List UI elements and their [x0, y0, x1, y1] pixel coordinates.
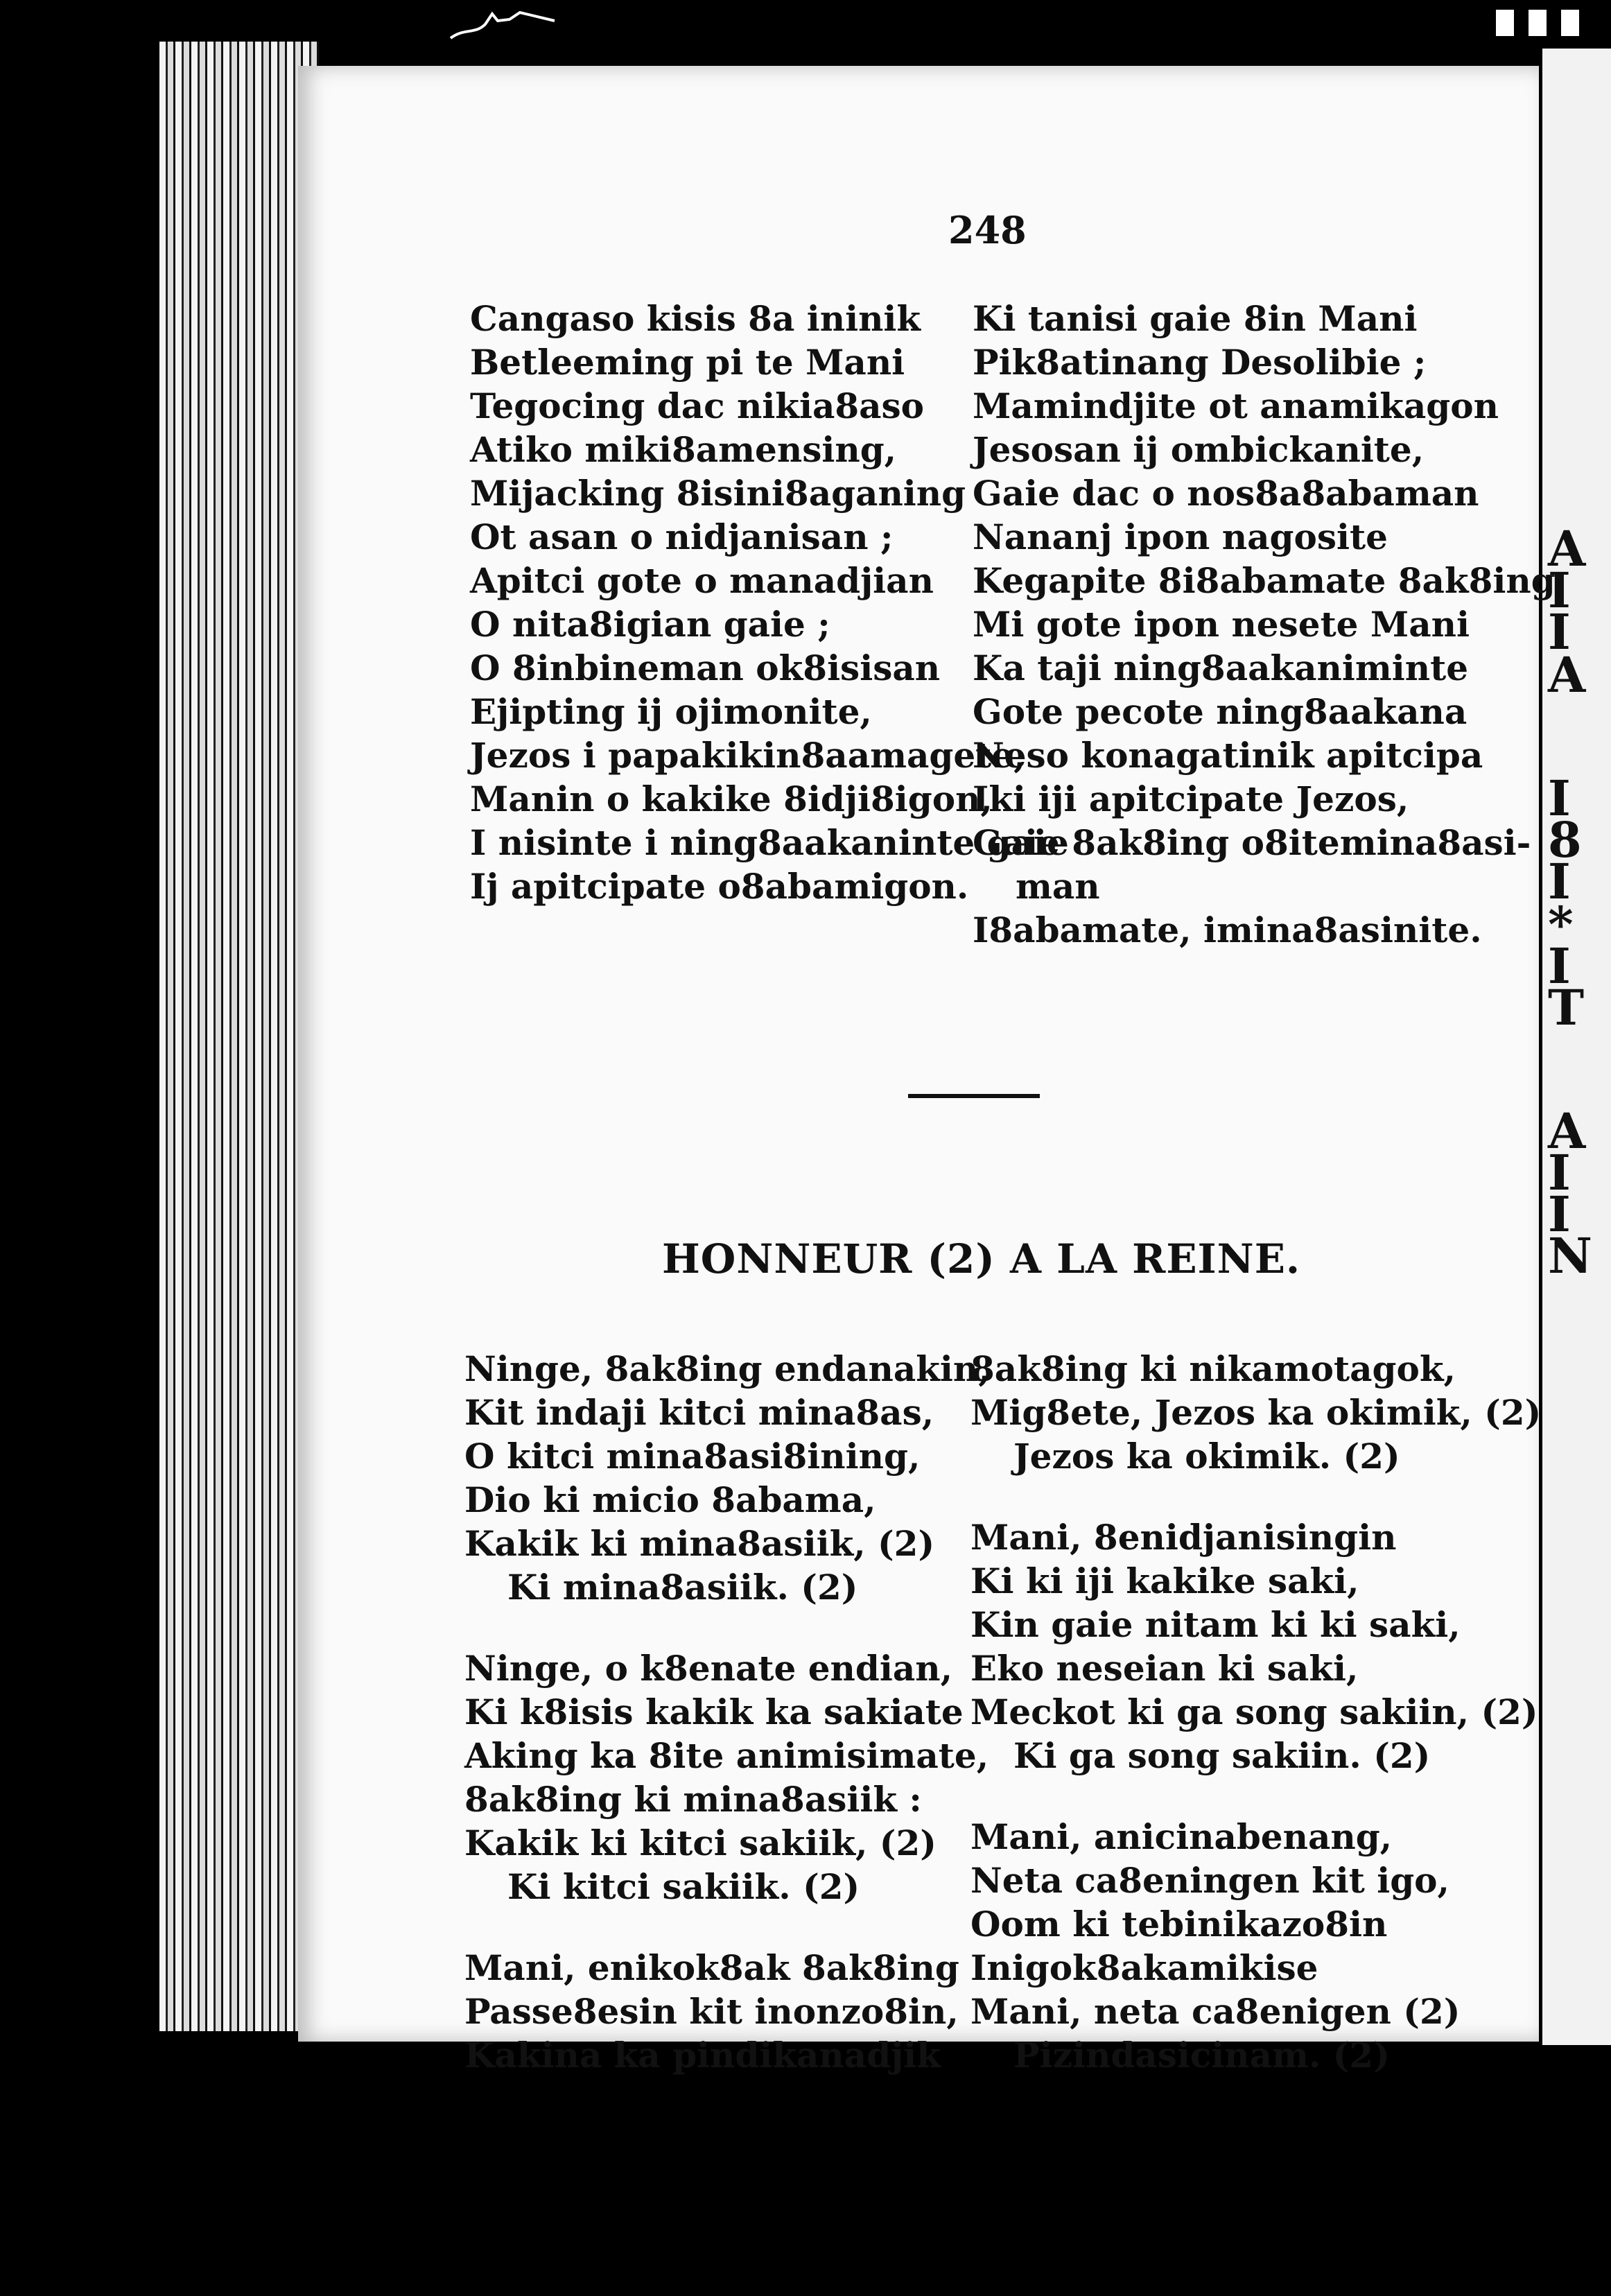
verse-line: O 8inbineman ok8isisan: [470, 647, 941, 688]
verse-line: Neta ca8eningen kit igo,: [970, 1860, 1449, 1901]
verse-line: man: [1016, 866, 1100, 907]
verse-line: Inigok8akamikise: [970, 1947, 1318, 1988]
verse-line: Mamindjite ot anamikagon: [973, 385, 1499, 426]
verse-line: Ki ga song sakiin. (2): [1013, 1735, 1431, 1776]
verse-line: 8ak8ing ki mina8asiik :: [464, 1779, 922, 1820]
section-divider: [908, 1094, 1040, 1098]
verse-line: Manin o kakike 8idji8igon,: [470, 779, 993, 819]
verse-line: Ki ki iji kakike saki,: [970, 1560, 1359, 1601]
verse-line: Mani, neta ca8enigen (2): [970, 1991, 1461, 2032]
verse-line: Ki k8isis kakik ka sakiate: [464, 1691, 964, 1732]
scan-registration-mark: [1561, 10, 1579, 36]
verse-line: Pik8atinang Desolibie ;: [973, 342, 1427, 383]
verse-line: Jesosan ij ombickanite,: [973, 429, 1425, 470]
facing-page-fragment: N: [1548, 1227, 1592, 1285]
stanza-gap: [464, 1609, 991, 1646]
verse-line: Nananj ipon nagosite: [973, 516, 1388, 557]
verse-line: I nisinte i ning8aakaninte gaie: [470, 822, 1069, 863]
verse-line: Ki mina8asiik. (2): [507, 1567, 858, 1608]
stanza-gap: [970, 1478, 1541, 1515]
verse-line: Dio ki micio 8abama,: [464, 1479, 876, 1520]
verse-line: Ki kitci sakiik. (2): [507, 1866, 860, 1907]
verse-line: Mani, anicinabenang,: [970, 1816, 1393, 1857]
verse-line: Ki tanisi gaie 8in Mani: [973, 298, 1418, 339]
verse-line: Ejipting ij ojimonite,: [470, 691, 872, 732]
facing-page-fragment: A: [1548, 520, 1586, 577]
facing-page-fragment: A: [1548, 646, 1586, 704]
verse-line: Iki iji apitcipate Jezos,: [973, 779, 1409, 819]
verse-line: Oom ki tebinikazo8in: [970, 1904, 1388, 1945]
verse-line: Passe8esin kit inonzo8in,: [464, 1991, 959, 2032]
verse-line: Neso konagatinik apitcipa: [973, 735, 1483, 776]
facing-page-fragment: I: [1548, 562, 1571, 619]
verse-line: O kitci mina8asi8ining,: [464, 1436, 921, 1477]
verse-line: Cangaso kisis 8a ininik: [470, 298, 921, 339]
verse-line: Ninge, 8ak8ing endanakin,: [464, 1348, 991, 1389]
verse-line: Mig8ete, Jezos ka okimik, (2): [970, 1392, 1542, 1433]
verse-line: Gaie dac o nos8a8abaman: [973, 473, 1479, 514]
verse-line: Aking ka 8ite animisimate,: [464, 1735, 989, 1776]
verse-line: O nita8igian gaie ;: [470, 604, 830, 645]
verse-column-upper-right: [973, 297, 1556, 952]
verse-line: Mi gote ipon nesete Mani: [973, 604, 1470, 645]
verse-line: Ka taji ning8aakaniminte: [973, 647, 1469, 688]
verse-line: Mani, enikok8ak 8ak8ing: [464, 1947, 959, 1988]
verse-line: Atiko miki8amensing,: [470, 429, 897, 470]
verse-line: Ot asan o nidjanisan ;: [470, 516, 894, 557]
verse-line: Eko neseian ki saki,: [970, 1648, 1359, 1689]
verse-line: Mijacking 8isini8aganing: [470, 473, 966, 514]
facing-page-fragment: I: [1548, 769, 1571, 827]
facing-page-fragment: *: [1548, 896, 1574, 953]
verse-line: Kin gaie nitam ki ki saki,: [970, 1604, 1461, 1645]
facing-page-fragment: T: [1548, 979, 1585, 1036]
facing-page-fragment: I: [1548, 1185, 1571, 1243]
verse-line: Gote pecote ning8aakana: [973, 691, 1468, 732]
book-page-edges: [159, 42, 319, 2031]
verse-line: Kakik ki kitci sakiik, (2): [464, 1823, 937, 1863]
scan-registration-mark: [1496, 10, 1514, 36]
facing-page-fragment: A: [1548, 1102, 1586, 1160]
facing-page-fragment: I: [1548, 1144, 1571, 1201]
facing-page-fragment: I: [1548, 853, 1571, 910]
facing-page-fragment: I: [1548, 937, 1571, 995]
verse-line: Apitci gote o manadjian: [470, 560, 934, 601]
verse-line: Ninge, o k8enate endian,: [464, 1648, 952, 1689]
verse-line: Meckot ki ga song sakiin, (2): [970, 1691, 1538, 1732]
facing-page-fragment: I: [1548, 603, 1571, 661]
verse-line: Tegocing dac nikia8aso: [470, 385, 925, 426]
scan-corner-mark: [444, 0, 561, 52]
verse-line: Pizindasicinam. (2): [1013, 2035, 1390, 2076]
verse-line: Gaie 8ak8ing o8itemina8asi-: [973, 822, 1531, 863]
verse-line: Betleeming pi te Mani: [470, 342, 905, 383]
hymn-title: HONNEUR (2) A LA REINE.: [662, 1235, 1301, 1282]
verse-line: Jezos ka okimik. (2): [1013, 1436, 1400, 1477]
stanza-gap: [970, 1777, 1541, 1815]
scan-registration-mark: [1529, 10, 1547, 36]
facing-page-fragment: 8: [1548, 811, 1582, 869]
verse-line: 8ak8ing ki nikamotagok,: [970, 1348, 1456, 1389]
verse-line: Jezos i papakikin8aamagete,: [470, 735, 1026, 776]
verse-line: Ij apitcipate o8abamigon.: [470, 866, 969, 907]
verse-line: Kakina ka pindikanadjik: [464, 2035, 941, 2076]
verse-line: I8abamate, imina8asinite.: [973, 910, 1482, 950]
stanza-gap: [464, 1908, 991, 1946]
verse-line: Kakik ki mina8asiik, (2): [464, 1523, 935, 1564]
page-number: 248: [948, 208, 1027, 252]
verse-line: Kegapite 8i8abamate 8ak8ing: [973, 560, 1556, 601]
verse-line: Mani, 8enidjanisingin: [970, 1517, 1397, 1558]
verse-column-lower-left: [464, 1347, 991, 2077]
verse-column-lower-right: [970, 1347, 1541, 2077]
verse-line: Kit indaji kitci mina8as,: [464, 1392, 934, 1433]
